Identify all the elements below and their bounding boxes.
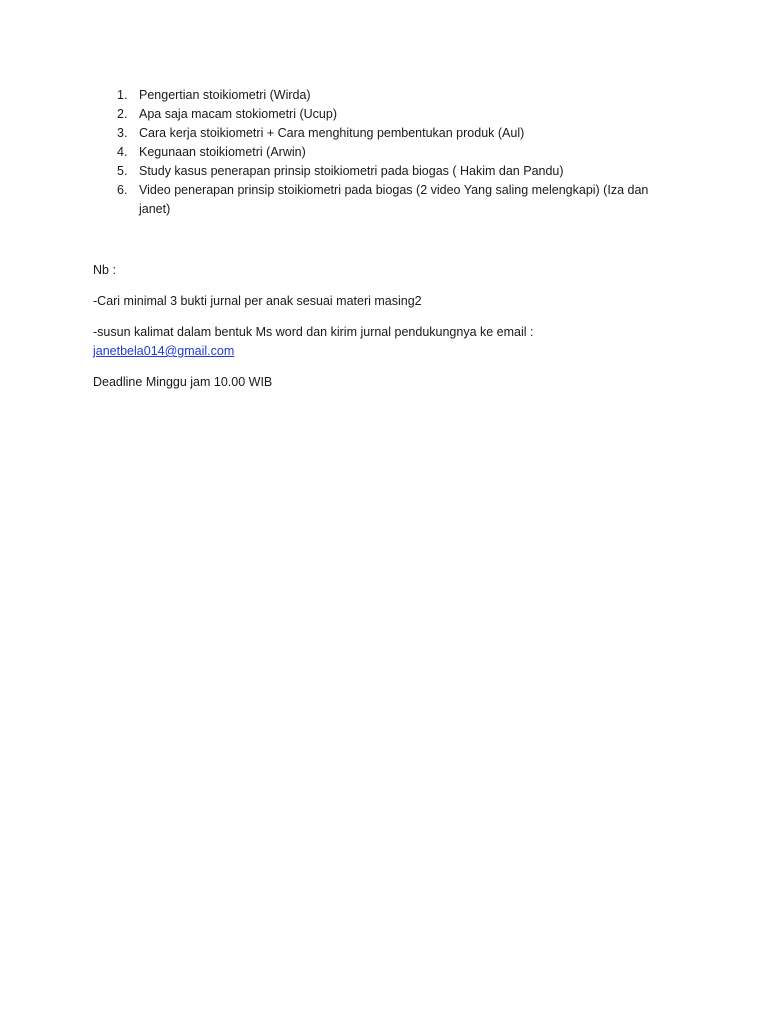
task-item-1 [93, 86, 683, 105]
task-item-3 [93, 124, 683, 143]
task-number: 6. [117, 183, 128, 197]
notes-heading: Nb : [93, 263, 116, 277]
task-number: 3. [117, 126, 128, 140]
task-text: Video penerapan prinsip stoikiometri pada biogas (2 video Yang saling melengkapi) (Iza dan janet) [139, 183, 649, 216]
task-item-2 [93, 105, 683, 124]
task-number: 5. [117, 164, 128, 178]
task-text: Apa saja macam stokiometri (Ucup) [139, 107, 337, 121]
task-text: Kegunaan stoikiometri (Arwin) [139, 145, 306, 159]
task-number: 4. [117, 145, 128, 159]
task-item-5 [93, 162, 683, 181]
task-text: Pengertian stoikiometri (Wirda) [139, 88, 311, 102]
task-list [93, 86, 683, 219]
task-number: 2. [117, 107, 128, 121]
task-item-6 [93, 181, 683, 219]
task-item-4 [93, 143, 683, 162]
task-number: 1. [117, 88, 128, 102]
note-journal-requirement: -Cari minimal 3 bukti jurnal per anak sesuai materi masing2 [93, 294, 422, 308]
deadline-text: Deadline Minggu jam 10.00 WIB [93, 375, 273, 389]
email-link[interactable]: janetbela014@gmail.com [93, 344, 235, 358]
note-submission-instruction: -susun kalimat dalam bentuk Ms word dan kirim jurnal pendukungnya ke email : [93, 325, 534, 339]
task-text: Cara kerja stoikiometri + Cara menghitung pembentukan produk (Aul) [139, 126, 525, 140]
email-line [93, 342, 683, 361]
notes-section [93, 261, 683, 392]
task-text: Study kasus penerapan prinsip stoikiometri pada biogas ( Hakim dan Pandu) [139, 164, 564, 178]
